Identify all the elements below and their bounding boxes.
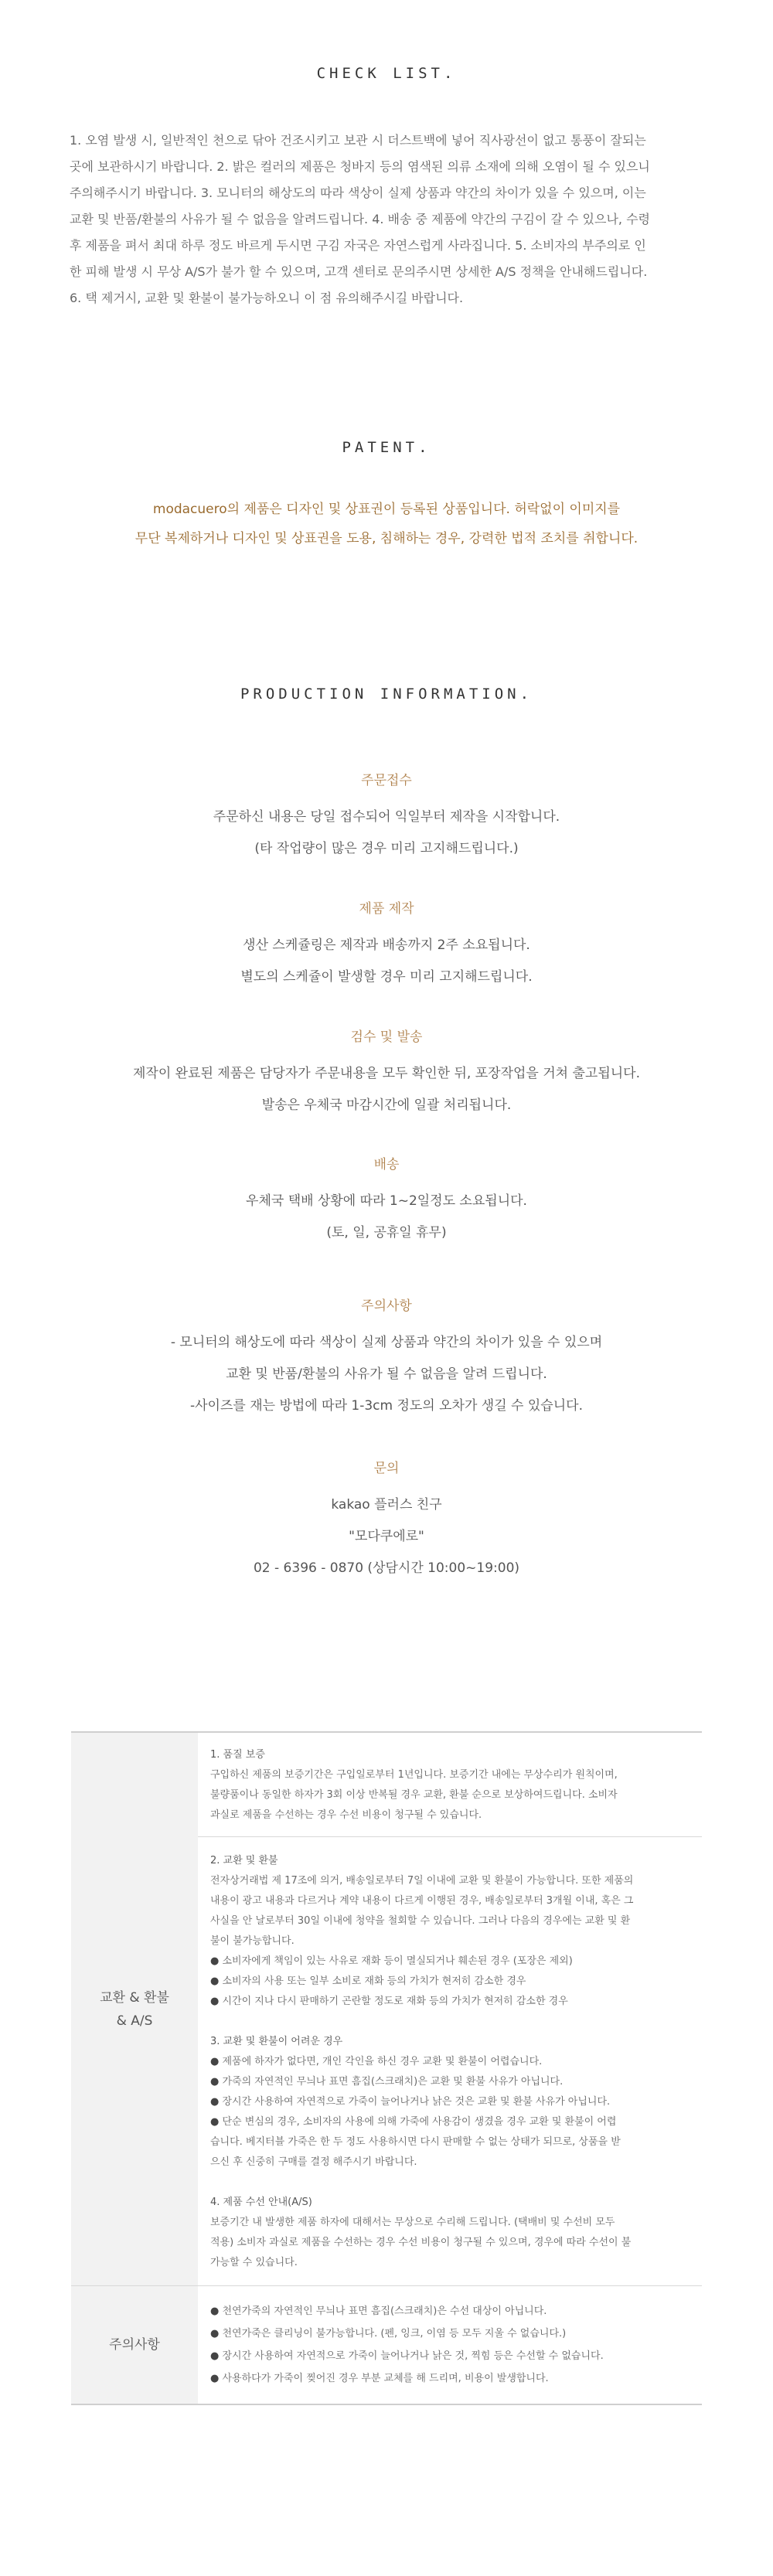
- quality-line: 과실로 제품을 수선하는 경우 수선 비용이 청구될 수 있습니다.: [210, 1809, 482, 1821]
- check-line: 후 제품을 펴서 최대 하루 정도 바르게 두시면 구김 자국은 자연스럽게 사라집니다. 5. 소비자의 부주의로 인: [70, 238, 646, 253]
- production-line: 생산 스케쥴링은 제작과 배송까지 2주 소요됩니다.: [243, 938, 530, 953]
- exchange-label: 교환 & 환불 & A/S: [71, 1733, 198, 2285]
- impossible-bullet: ● 단순 변심의 경우, 소비자의 사용에 의해 가죽에 사용감이 생겼을 경우 교환 및 환불이 어렵: [210, 2112, 702, 2132]
- exchange-group: [210, 1837, 702, 2012]
- quality-line: 불량품이나 동일한 하자가 3회 이상 반복될 경우 교환, 환불 순으로 보상하여드립니다. 소비자: [210, 1789, 618, 1801]
- production-block: [0, 897, 773, 993]
- notice-bullet: ● 천연가죽의 자연적인 무늬나 표면 흠집(스크래치)은 수선 대상이 아닙니다.: [210, 2300, 702, 2322]
- caution-block: [0, 1295, 773, 1422]
- exchange-body: [198, 1733, 702, 2285]
- repair-line: 가능할 수 있습니다.: [210, 2257, 298, 2268]
- exchange-line: 내용이 광고 내용과 다르거나 계약 내용이 다르게 이행된 경우, 배송일로부터 3개월 이내, 혹은 그: [210, 1895, 634, 1907]
- impossible-bullet: ● 장시간 사용하여 자연적으로 가죽이 늘어나거나 낡은 것은 교환 및 환불 사유가 아닙니다.: [210, 2092, 702, 2112]
- check-line: 주의해주시기 바랍니다. 3. 모니터의 해상도의 따라 색상이 실제 상품과 약간의 차이가 있을 수 있으며, 이는: [70, 185, 646, 200]
- contact-heading: 문의: [373, 1461, 400, 1476]
- quality-line: 구입하신 제품의 보증기간은 구입일로부터 1년입니다. 보증기간 내에는 무상수리가 원칙이며,: [210, 1769, 618, 1781]
- check-list-text: [70, 128, 703, 311]
- caution-line: -사이즈를 재는 방법에 따라 1-3cm 정도의 오차가 생길 수 있습니다.: [190, 1398, 583, 1414]
- check-line: 한 피해 발생 시 무상 A/S가 불가 할 수 있으며, 고객 센터로 문의주시면 상세한 A/S 정책을 안내해드립니다.: [70, 264, 648, 279]
- impossible-group: [210, 2012, 702, 2173]
- delivery-line: 우체국 택배 상황에 따라 1~2일정도 소요됩니다.: [246, 1193, 527, 1209]
- inspection-line: 제작이 완료된 제품은 담당자가 주문내용을 모두 확인한 뒤, 포장작업을 거쳐 출고됩니다.: [132, 1066, 641, 1081]
- contact-kakao[interactable]: kakao 플러스 친구: [331, 1497, 442, 1513]
- notice-bullet: ● 천연가죽은 클리닝이 불가능합니다. (펜, 잉크, 이염 등 모두 지울 수 없습니다.): [210, 2322, 702, 2345]
- inspection-block: [0, 1026, 773, 1121]
- patent-line: 무단 복제하거나 디자인 및 상표권을 도용, 침해하는 경우, 강력한 법적 조치를 취합니다.: [135, 531, 638, 546]
- policy-row-notice: [71, 2286, 702, 2404]
- impossible-line: 습니다. 베지터블 가죽은 한 두 정도 사용하시면 다시 판매할 수 없는 상태가 되므로, 상품을 받: [210, 2136, 621, 2148]
- impossible-line: 으신 후 신중히 구매를 결정 해주시기 바랍니다.: [210, 2156, 417, 2168]
- contact-phone[interactable]: 02 - 6396 - 0870 (상담시간 10:00~19:00): [253, 1560, 520, 1576]
- notice-bullet: ● 장시간 사용하여 자연적으로 가죽이 늘어나거나 낡은 것, 찍힘 등은 수선할 수 없습니다.: [210, 2345, 702, 2367]
- caution-line: 교환 및 반품/환불의 사유가 될 수 없음을 알려 드립니다.: [226, 1366, 547, 1382]
- repair-group: [210, 2173, 702, 2285]
- quality-group: [198, 1733, 702, 1837]
- patent-text: [0, 495, 773, 553]
- order-block: [0, 769, 773, 865]
- exchange-bullet: ● 시간이 지나 다시 판매하기 곤란할 정도로 재화 등의 가치가 현저히 감소한 경우: [210, 1992, 702, 2012]
- exchange-line: 사실을 안 날로부터 30일 이내에 청약을 철회할 수 있습니다. 그러나 다음의 경우에는 교환 및 환: [210, 1915, 631, 1927]
- delivery-heading: 배송: [373, 1157, 400, 1172]
- caution-heading: 주의사항: [361, 1298, 412, 1314]
- contact-kakao-id: "모다쿠에로": [349, 1529, 424, 1544]
- exchange-bullet: ● 소비자의 사용 또는 일부 소비로 재화 등의 가치가 현저히 감소한 경우: [210, 1972, 702, 1992]
- exchange-bullet: ● 소비자에게 책임이 있는 사유로 재화 등이 멸실되거나 훼손된 경우 (포장은 제외): [210, 1952, 702, 1972]
- policy-table: [71, 1731, 702, 2405]
- check-line: 1. 오염 발생 시, 일반적인 천으로 닦아 건조시키고 보관 시 더스트백에 넣어 직사광선이 없고 통풍이 잘되는: [70, 133, 646, 148]
- order-line: 주문하신 내용은 당일 접수되어 익일부터 제작을 시작합니다.: [213, 809, 560, 825]
- notice-bullet: ● 사용하다가 가죽이 찢어진 경우 부분 교체를 해 드리며, 비용이 발생합니다.: [210, 2367, 702, 2390]
- policy-row-exchange: [71, 1733, 702, 2286]
- exchange-line: 전자상거래법 제 17조에 의거, 배송일로부터 7일 이내에 교환 및 환불이 가능합니다. 또한 제품의: [210, 1875, 634, 1887]
- repair-line: 적용) 소비자 과실로 제품을 수선하는 경우 수선 비용이 청구될 수 있으며, 경우에 따라 수선이 불: [210, 2237, 632, 2248]
- check-line: 교환 및 반품/환불의 사유가 될 수 없음을 알려드립니다. 4. 배송 중 제품에 약간의 구김이 갈 수 있으나, 수령: [70, 212, 650, 226]
- check-line: 6. 택 제거시, 교환 및 환불이 불가능하오니 이 점 유의해주시길 바랍니다.: [70, 291, 464, 305]
- check-list-title: CHECK LIST.: [316, 65, 457, 82]
- order-heading: 주문접수: [361, 773, 412, 788]
- check-line: 곳에 보관하시기 바랍니다. 2. 밝은 컬러의 제품은 청바지 등의 염색된 의류 소재에 의해 오염이 될 수 있으니: [70, 159, 650, 174]
- notice-body: [198, 2286, 702, 2404]
- repair-title: 4. 제품 수선 안내(A/S): [210, 2197, 312, 2208]
- caution-line: - 모니터의 해상도에 따라 색상이 실제 상품과 약간의 차이가 있을 수 있으며: [170, 1335, 603, 1350]
- patent-title: PATENT.: [342, 439, 431, 456]
- impossible-bullet: ● 제품에 하자가 없다면, 개인 각인을 하신 경우 교환 및 환불이 어렵습니다.: [210, 2052, 702, 2072]
- production-heading: 제품 제작: [359, 901, 414, 917]
- exchange-title: 2. 교환 및 환불: [210, 1855, 278, 1866]
- exchange-line: 불이 불가능합니다.: [210, 1935, 295, 1947]
- notice-label: 주의사항: [71, 2286, 198, 2404]
- impossible-bullet: ● 가죽의 자연적인 무늬나 표면 흠집(스크래치)은 교환 및 환불 사유가 아닙니다.: [210, 2072, 702, 2092]
- inspection-line: 발송은 우체국 마감시간에 일괄 처리됩니다.: [261, 1097, 512, 1113]
- patent-line: modacuero의 제품은 디자인 및 상표권이 등록된 상품입니다. 허락없이 이미지를: [152, 502, 621, 517]
- inspection-heading: 검수 및 발송: [350, 1029, 423, 1045]
- quality-title: 1. 품질 보증: [210, 1749, 265, 1761]
- contact-block: [0, 1457, 773, 1584]
- delivery-line: (토, 일, 공휴일 휴무): [326, 1225, 447, 1240]
- delivery-block: [0, 1153, 773, 1249]
- impossible-title: 3. 교환 및 환불이 어려운 경우: [210, 2036, 343, 2047]
- production-line: 별도의 스케쥴이 발생할 경우 미리 고지해드립니다.: [240, 969, 533, 985]
- production-title: PRODUCTION INFORMATION.: [240, 686, 533, 703]
- order-line: (타 작업량이 많은 경우 미리 고지해드립니다.): [254, 841, 519, 856]
- repair-line: 보증기간 내 발생한 제품 하자에 대해서는 무상으로 수리해 드립니다. (택배비 및 수선비 모두: [210, 2217, 615, 2228]
